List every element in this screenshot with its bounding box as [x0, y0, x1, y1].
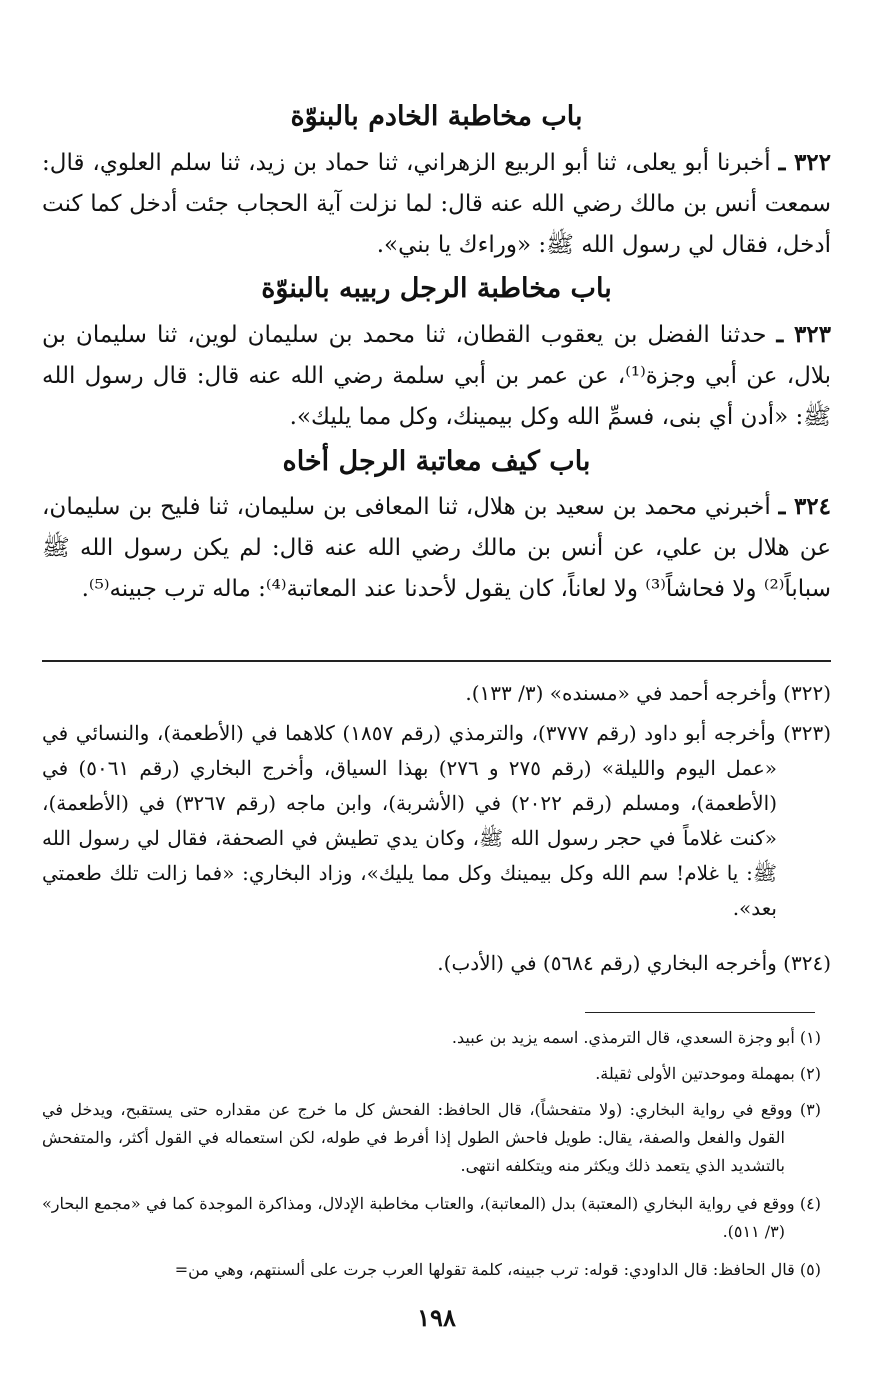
takhrij-note-323: (٣٢٣) وأخرجه أبو داود (رقم ٣٧٧٧)، والترمذي (رقم ١٨٥٧) كلاهما في (الأطعمة)، والنسائي في «عمل اليوم والليلة» (رقم ٢٧٥ و ٢٧٦) بهذا السياق، وأخرج البخاري (رقم ٥٠٦١) في (الأطعمة)، ومسلم (رقم ٢٠٢٢) في (الأشربة)، وابن ماجه (رقم ٣٢٦٧) في (الأطعمة)، «كنت غلاماً في حجر رسول الله ﷺ، وكان يدي تطيش في الصحفة، فقال لي رسول الله ﷺ: يا غلام! سم الله وكل بيمينك وكل مما يليك»، وزاد البخاري: «فما زالت تلك طعمتي بعد».: [42, 721, 831, 920]
chapter-heading-323: باب مخاطبة الرجل ربيبه بالبنوّة: [261, 273, 612, 304]
hadith-text: أخبرنا أبو يعلى، ثنا أبو الربيع الزهراني، ثنا حماد بن زيد، ثنا سلم العلوي، قال: سمعت أنس بن مالك رضي الله عنه قال: لما نزلت آية الحجاب جئت أدخل كما كنت أدخل، فقال لي رسول الله ﷺ: «وراءك يا بني».: [42, 150, 831, 258]
chapter-heading-324: باب كيف معاتبة الرجل أخاه: [282, 446, 591, 477]
footnote-2: (٢) بمهملة وموحدتين الأولى ثقيلة.: [595, 1064, 821, 1083]
chapter-heading-322: باب مخاطبة الخادم بالبنوّة: [290, 101, 583, 132]
hadith-number: ٣٢٤ ـ: [778, 493, 832, 520]
footnote-divider: [585, 1012, 815, 1013]
takhrij-note-322: (٣٢٢) وأخرجه أحمد في «مسنده» (٣/ ١٣٣).: [465, 681, 831, 705]
section-divider: [42, 660, 831, 662]
hadith-number: ٣٢٣ ـ: [776, 321, 832, 348]
hadith-number: ٣٢٢ ـ: [778, 149, 831, 176]
footnote-1: (١) أبو وجزة السعدي، قال الترمذي. اسمه يزيد بن عبيد.: [451, 1028, 821, 1047]
page-number: ١٩٨: [417, 1303, 456, 1332]
footnote-3: (٣) ووقع في رواية البخاري: (ولا متفحشاً)، قال الحافظ: الفحش كل ما خرج عن مقداره حتى يستقبح، ويدخل في القول والفعل والصفة، يقال: طويل فاحش الطول إذا أفرط في طوله، لكن استعماله في القول أكثر، والمتفحش بالتشديد الذي يتعمد ذلك ويكثر منه ويتكلفه انتهى.: [42, 1100, 822, 1175]
takhrij-note-324: (٣٢٤) وأخرجه البخاري (رقم ٥٦٨٤) في (الأدب).: [437, 951, 831, 975]
hadith-323: [42, 314, 831, 438]
hadith-text: أخبرني محمد بن سعيد بن هلال، ثنا المعافى بن سليمان، ثنا فليح بن سليمان، عن هلال بن علي، عن أنس بن مالك رضي الله عنه قال: لم يكن رسول الله ﷺ سباباً⁽²⁾ ولا فحاشاً⁽³⁾ ولا لعاناً، كان يقول لأحدنا عند المعاتبة⁽⁴⁾: ماله ترب جبينه⁽⁵⁾.: [42, 494, 831, 602]
footnote-5: (٥) قال الحافظ: قال الداودي: قوله: ترب جبينه، كلمة تقولها العرب جرت على ألسنتهم، وهي من=: [174, 1260, 821, 1279]
footnote-4: (٤) ووقع في رواية البخاري (المعتبة) بدل (المعاتبة)، والعتاب مخاطبة الإدلال، ومذاكرة الموجدة كما في «مجمع البحار» (٣/ ٥١١).: [42, 1194, 821, 1241]
hadith-text: حدثنا الفضل بن يعقوب القطان، ثنا محمد بن سليمان لوين، ثنا سليمان بن بلال، عن أبي وجزة⁽¹⁾، عن عمر بن أبي سلمة رضي الله عنه قال: قال رسول الله ﷺ: «أدن أي بنى، فسمِّ الله وكل بيمينك، وكل مما يليك».: [42, 322, 831, 430]
hadith-324: [42, 486, 831, 610]
hadith-322: [42, 142, 831, 266]
